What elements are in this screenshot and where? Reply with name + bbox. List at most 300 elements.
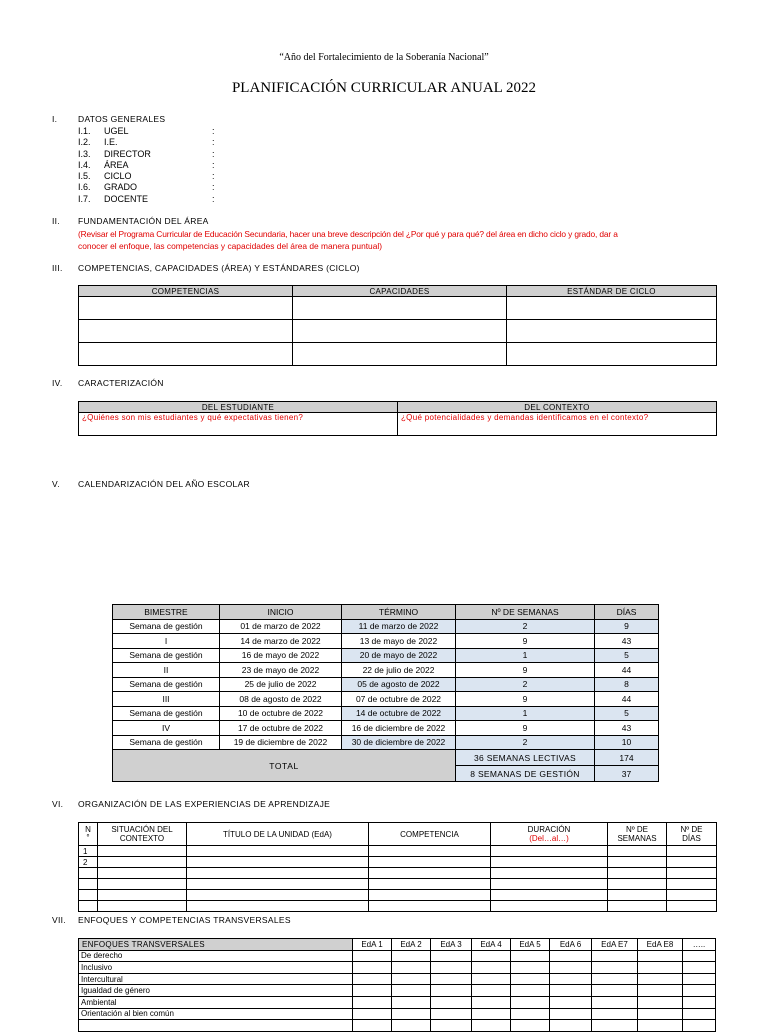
cell[interactable] (592, 973, 638, 985)
cell[interactable] (98, 879, 187, 890)
table-row (79, 950, 716, 962)
header-dias (667, 823, 717, 846)
cell[interactable] (79, 343, 293, 366)
cell-termino: 13 de mayo de 2022 (342, 634, 456, 649)
cell-bimestre: Semana de gestión (113, 735, 220, 750)
section-6-heading (52, 799, 732, 811)
total-gestion-days: 37 (595, 766, 659, 782)
cell[interactable] (472, 996, 511, 1008)
section-title: ENFOQUES Y COMPETENCIAS TRANSVERSALES (78, 915, 291, 925)
cell[interactable] (98, 846, 187, 857)
section-number: V. (52, 479, 60, 489)
table-row (113, 634, 659, 649)
cell[interactable] (472, 950, 511, 962)
general-data-row (78, 137, 278, 148)
cell-dias: 44 (595, 663, 659, 678)
competencias-table (78, 285, 717, 366)
header-inicio: INICIO (220, 605, 342, 620)
cell[interactable] (431, 985, 472, 997)
section-title: CALENDARIZACIÓN DEL AÑO ESCOLAR (78, 479, 250, 489)
cell[interactable] (550, 985, 592, 997)
enfoque-label: Igualdad de género (79, 985, 353, 997)
item-colon: : (212, 182, 215, 193)
table-row (79, 879, 717, 890)
header-situacion-line1: SITUACIÓN DEL (111, 825, 173, 834)
enfoque-label: Orientación al bien común (79, 1008, 353, 1020)
cell-bimestre: Semana de gestión (113, 706, 220, 721)
header-titulo: TÍTULO DE LA UNIDAD (EdA) (187, 823, 369, 846)
cell[interactable] (431, 973, 472, 985)
table-row (79, 1020, 716, 1032)
cell-semanas: 1 (456, 706, 595, 721)
header-semanas-line1: Nº DE (625, 825, 649, 834)
total-lectivas-days: 174 (595, 750, 659, 766)
cell[interactable] (98, 890, 187, 901)
enfoque-label (79, 1020, 353, 1032)
header-estudiante: DEL ESTUDIANTE (79, 402, 398, 413)
note-line-1: (Revisar el Programa Curricular de Educación Secundaria, hacer una breve descripción del ¿Por qué y para qué? del área en dicho ciclo y grado, dar a (78, 229, 618, 239)
cell-semanas: 9 (456, 663, 595, 678)
total-lectivas-label: 36 SEMANAS LECTIVAS (456, 750, 595, 766)
item-label: GRADO (104, 182, 138, 193)
cell[interactable] (353, 950, 392, 962)
item-colon: : (212, 148, 215, 159)
cell[interactable] (392, 996, 431, 1008)
item-colon: : (212, 171, 215, 182)
cell[interactable] (392, 1008, 431, 1020)
cell[interactable] (511, 1008, 550, 1020)
cell[interactable] (491, 879, 608, 890)
cell-termino: 22 de julio de 2022 (342, 663, 456, 678)
cell[interactable] (550, 950, 592, 962)
general-data-row (78, 126, 278, 137)
cell-semanas: 9 (456, 721, 595, 736)
table-header-row (79, 823, 717, 846)
header-enfoques: ENFOQUES TRANSVERSALES (79, 939, 353, 951)
cell[interactable] (592, 1008, 638, 1020)
section-title: FUNDAMENTACIÓN DEL ÁREA (78, 216, 209, 226)
header-n (79, 823, 98, 846)
table-row (79, 857, 717, 868)
enfoque-label: Ambiental (79, 996, 353, 1008)
cell[interactable] (683, 962, 716, 974)
cell-semanas: 2 (456, 735, 595, 750)
general-data-row (78, 194, 278, 205)
header-situacion-line2: CONTEXTO (119, 834, 165, 843)
cell[interactable] (683, 950, 716, 962)
general-data-list (78, 126, 278, 205)
cell[interactable] (592, 1020, 638, 1032)
row-number: 2 (79, 857, 98, 868)
table-row (79, 996, 716, 1008)
header-termino: TÉRMINO (342, 605, 456, 620)
item-colon: : (212, 193, 215, 204)
header-situacion (98, 823, 187, 846)
calendar-table (112, 604, 659, 782)
cell[interactable] (353, 962, 392, 974)
table-row (113, 721, 659, 736)
item-code: I.1. (78, 126, 91, 136)
cell[interactable] (353, 1020, 392, 1032)
section-5-heading (52, 479, 732, 491)
note-line-2: conocer el enfoque, las competencias y capacidades del área de manera puntual) (78, 241, 383, 251)
cell[interactable] (491, 890, 608, 901)
header-eda-3: EdA 3 (431, 939, 472, 951)
cell[interactable] (511, 985, 550, 997)
section-number: VII. (52, 915, 66, 925)
experiencias-table (78, 822, 717, 912)
cell-semanas: 9 (456, 634, 595, 649)
table-header-row (79, 286, 717, 297)
cell[interactable] (187, 846, 369, 857)
row-number (79, 890, 98, 901)
item-code: I.7. (78, 193, 91, 204)
cell[interactable] (507, 343, 717, 366)
cell[interactable] (472, 962, 511, 974)
cell-inicio: 01 de marzo de 2022 (220, 619, 342, 634)
general-data-row (78, 160, 278, 171)
row-number (79, 901, 98, 912)
item-code: I.2. (78, 137, 91, 148)
section-2-heading (52, 216, 732, 228)
cell-dias: 43 (595, 634, 659, 649)
table-row (113, 735, 659, 750)
cell-termino: 07 de octubre de 2022 (342, 692, 456, 707)
cell[interactable] (472, 985, 511, 997)
general-data-row (78, 182, 278, 193)
cell[interactable] (491, 846, 608, 857)
cell-termino: 14 de octubre de 2022 (342, 706, 456, 721)
item-label: UGEL (104, 126, 129, 136)
cell[interactable] (550, 962, 592, 974)
cell[interactable] (638, 996, 683, 1008)
item-code: I.5. (78, 171, 91, 182)
cell[interactable] (431, 962, 472, 974)
cell-bimestre: IV (113, 721, 220, 736)
cell-dias: 5 (595, 706, 659, 721)
cell-inicio: 16 de mayo de 2022 (220, 648, 342, 663)
cell[interactable] (392, 985, 431, 997)
cell[interactable] (293, 320, 507, 343)
cell[interactable] (293, 343, 507, 366)
cell[interactable] (431, 1020, 472, 1032)
section-number: VI. (52, 799, 64, 809)
cell[interactable] (98, 868, 187, 879)
cell[interactable] (79, 297, 293, 320)
total-row (113, 750, 659, 766)
cell[interactable] (638, 973, 683, 985)
header-duracion (491, 823, 608, 846)
section-title: COMPETENCIAS, CAPACIDADES (ÁREA) Y ESTÁNDARES (CICLO) (78, 263, 360, 273)
table-row (113, 706, 659, 721)
cell-termino: 30 de diciembre de 2022 (342, 735, 456, 750)
cell[interactable] (491, 901, 608, 912)
header-competencias: COMPETENCIAS (79, 286, 293, 297)
section-number: II. (52, 216, 60, 226)
cell-inicio: 19 de diciembre de 2022 (220, 735, 342, 750)
cell-semanas: 2 (456, 677, 595, 692)
cell[interactable] (608, 868, 667, 879)
general-data-row (78, 149, 278, 160)
header-dias-line1: Nº DE (680, 825, 703, 834)
header-eda-1: EdA 1 (353, 939, 392, 951)
cell[interactable] (369, 857, 491, 868)
cell[interactable] (608, 857, 667, 868)
table-row (79, 901, 717, 912)
cell-inicio: 17 de octubre de 2022 (220, 721, 342, 736)
header-n-line1: N (85, 825, 91, 834)
header-eda-5: EdA 5 (511, 939, 550, 951)
total-label: TOTAL (113, 750, 456, 782)
header-competencia: COMPETENCIA (369, 823, 491, 846)
cell-dias: 10 (595, 735, 659, 750)
section-number: III. (52, 263, 63, 273)
motto-line: “Año del Fortalecimiento de la Soberanía Nacional” (279, 52, 489, 63)
table-row (113, 663, 659, 678)
cell[interactable] (550, 973, 592, 985)
cell-dias: 5 (595, 648, 659, 663)
header-duracion-line2: (Del…al…) (529, 834, 569, 843)
item-label: DIRECTOR (104, 148, 151, 159)
cell[interactable] (98, 857, 187, 868)
cell[interactable] (683, 973, 716, 985)
item-label: I.E. (104, 137, 118, 148)
header-capacidades: CAPACIDADES (293, 286, 507, 297)
cell-dias: 8 (595, 677, 659, 692)
cell[interactable] (638, 962, 683, 974)
cell[interactable] (608, 901, 667, 912)
table-row (79, 962, 716, 974)
cell[interactable] (511, 996, 550, 1008)
section-title: ORGANIZACIÓN DE LAS EXPERIENCIAS DE APRENDIZAJE (78, 799, 331, 809)
cell[interactable] (187, 857, 369, 868)
item-colon: : (212, 137, 215, 148)
cell[interactable] (638, 985, 683, 997)
cell[interactable] (369, 868, 491, 879)
general-data-row (78, 171, 278, 182)
section-title: DATOS GENERALES (78, 114, 166, 124)
cell[interactable] (472, 1020, 511, 1032)
estudiante-prompt[interactable]: ¿Quiénes son mis estudiantes y qué expectativas tienen? (79, 413, 398, 436)
cell-semanas: 1 (456, 648, 595, 663)
cell-bimestre: Semana de gestión (113, 648, 220, 663)
row-number (79, 879, 98, 890)
cell[interactable] (683, 1020, 716, 1032)
cell[interactable] (511, 962, 550, 974)
header-more: ….. (683, 939, 716, 951)
cell[interactable] (369, 901, 491, 912)
item-colon: : (212, 126, 215, 136)
cell-dias: 44 (595, 692, 659, 707)
table-row (113, 648, 659, 663)
header-estandar: ESTÁNDAR DE CICLO (507, 286, 717, 297)
fundamentacion-note (78, 228, 718, 252)
cell[interactable] (608, 846, 667, 857)
cell[interactable] (683, 1008, 716, 1020)
cell[interactable] (550, 996, 592, 1008)
cell[interactable] (507, 320, 717, 343)
cell[interactable] (511, 950, 550, 962)
header-semanas: Nº DE SEMANAS (456, 605, 595, 620)
table-row (113, 677, 659, 692)
cell[interactable] (592, 962, 638, 974)
header-eda-6: EdA 6 (550, 939, 592, 951)
enfoque-label: De derecho (79, 950, 353, 962)
table-row (79, 297, 717, 320)
table-row (79, 890, 717, 901)
cell[interactable] (353, 996, 392, 1008)
table-row (79, 320, 717, 343)
cell-inicio: 08 de agosto de 2022 (220, 692, 342, 707)
cell[interactable] (187, 890, 369, 901)
cell[interactable] (369, 890, 491, 901)
enfoque-label: Inclusivo (79, 962, 353, 974)
cell[interactable] (472, 1008, 511, 1020)
cell[interactable] (79, 320, 293, 343)
table-row (79, 973, 716, 985)
cell-bimestre: III (113, 692, 220, 707)
cell-bimestre: II (113, 663, 220, 678)
header-n-line2: ° (86, 833, 90, 842)
section-4-heading (52, 378, 732, 390)
table-row (79, 846, 717, 857)
cell[interactable] (369, 846, 491, 857)
table-row (79, 343, 717, 366)
cell[interactable] (431, 1008, 472, 1020)
cell[interactable] (638, 1008, 683, 1020)
table-row (79, 1008, 716, 1020)
section-7-heading (52, 915, 732, 927)
cell[interactable] (511, 1020, 550, 1032)
cell[interactable] (608, 879, 667, 890)
cell[interactable] (592, 985, 638, 997)
enfoque-label: Intercultural (79, 973, 353, 985)
row-number: 1 (79, 846, 98, 857)
cell[interactable] (667, 901, 717, 912)
item-colon: : (212, 159, 215, 170)
cell[interactable] (491, 857, 608, 868)
item-code: I.6. (78, 182, 91, 193)
item-label: ÁREA (104, 159, 129, 170)
cell[interactable] (187, 879, 369, 890)
header-eda-e8: EdA E8 (638, 939, 683, 951)
item-label: DOCENTE (104, 193, 149, 204)
cell[interactable] (667, 846, 717, 857)
cell[interactable] (683, 985, 716, 997)
cell[interactable] (638, 1020, 683, 1032)
cell[interactable] (507, 297, 717, 320)
caracterizacion-table (78, 401, 717, 436)
enfoques-table (78, 938, 716, 1032)
document-title: PLANIFICACIÓN CURRICULAR ANUAL 2022 (231, 80, 537, 96)
contexto-prompt[interactable]: ¿Qué potencialidades y demandas identificamos en el contexto? (398, 413, 717, 436)
cell[interactable] (638, 950, 683, 962)
cell[interactable] (353, 973, 392, 985)
cell[interactable] (472, 973, 511, 985)
cell[interactable] (550, 1008, 592, 1020)
cell[interactable] (491, 868, 608, 879)
cell[interactable] (392, 1020, 431, 1032)
cell[interactable] (353, 1008, 392, 1020)
cell[interactable] (431, 996, 472, 1008)
cell-termino: 16 de diciembre de 2022 (342, 721, 456, 736)
cell-termino: 11 de marzo de 2022 (342, 619, 456, 634)
cell[interactable] (187, 868, 369, 879)
cell[interactable] (369, 879, 491, 890)
section-title: CARACTERIZACIÓN (78, 378, 164, 388)
cell[interactable] (592, 950, 638, 962)
total-gestion-label: 8 SEMANAS DE GESTIÓN (456, 766, 595, 782)
cell-dias: 43 (595, 721, 659, 736)
item-code: I.3. (78, 148, 91, 159)
cell[interactable] (293, 297, 507, 320)
table-header-row (113, 605, 659, 620)
header-dias: DÍAS (595, 605, 659, 620)
header-semanas-line2: SEMANAS (617, 834, 657, 843)
table-row (113, 692, 659, 707)
cell[interactable] (187, 901, 369, 912)
table-row (113, 619, 659, 634)
cell[interactable] (683, 996, 716, 1008)
cell[interactable] (353, 985, 392, 997)
cell-semanas: 9 (456, 692, 595, 707)
cell-semanas: 2 (456, 619, 595, 634)
cell[interactable] (592, 996, 638, 1008)
cell[interactable] (550, 1020, 592, 1032)
cell-termino: 20 de mayo de 2022 (342, 648, 456, 663)
cell-inicio: 25 de julio de 2022 (220, 677, 342, 692)
item-label: CICLO (104, 171, 132, 182)
cell-dias: 9 (595, 619, 659, 634)
header-eda-2: EdA 2 (392, 939, 431, 951)
cell-inicio: 10 de octubre de 2022 (220, 706, 342, 721)
cell[interactable] (392, 973, 431, 985)
header-semanas (608, 823, 667, 846)
header-eda-e7: EdA E7 (592, 939, 638, 951)
cell[interactable] (667, 879, 717, 890)
cell-inicio: 14 de marzo de 2022 (220, 634, 342, 649)
table-row (79, 868, 717, 879)
cell[interactable] (392, 950, 431, 962)
table-header-row (79, 939, 716, 951)
cell-termino: 05 de agosto de 2022 (342, 677, 456, 692)
cell[interactable] (667, 890, 717, 901)
section-number: I. (52, 114, 58, 124)
cell-bimestre: I (113, 634, 220, 649)
cell[interactable] (667, 857, 717, 868)
row-number (79, 868, 98, 879)
table-row (79, 985, 716, 997)
header-dias-line2: DÍAS (682, 834, 701, 843)
cell[interactable] (511, 973, 550, 985)
cell-inicio: 23 de mayo de 2022 (220, 663, 342, 678)
section-number: IV. (52, 378, 63, 388)
section-3-heading (52, 263, 732, 275)
cell-bimestre: Semana de gestión (113, 619, 220, 634)
table-header-row (79, 402, 717, 413)
section-1-heading (52, 114, 732, 126)
cell[interactable] (608, 890, 667, 901)
cell[interactable] (392, 962, 431, 974)
cell[interactable] (431, 950, 472, 962)
cell-bimestre: Semana de gestión (113, 677, 220, 692)
cell[interactable] (98, 901, 187, 912)
cell[interactable] (667, 868, 717, 879)
item-code: I.4. (78, 159, 91, 170)
header-contexto: DEL CONTEXTO (398, 402, 717, 413)
header-eda-4: EdA 4 (472, 939, 511, 951)
table-row (79, 413, 717, 436)
